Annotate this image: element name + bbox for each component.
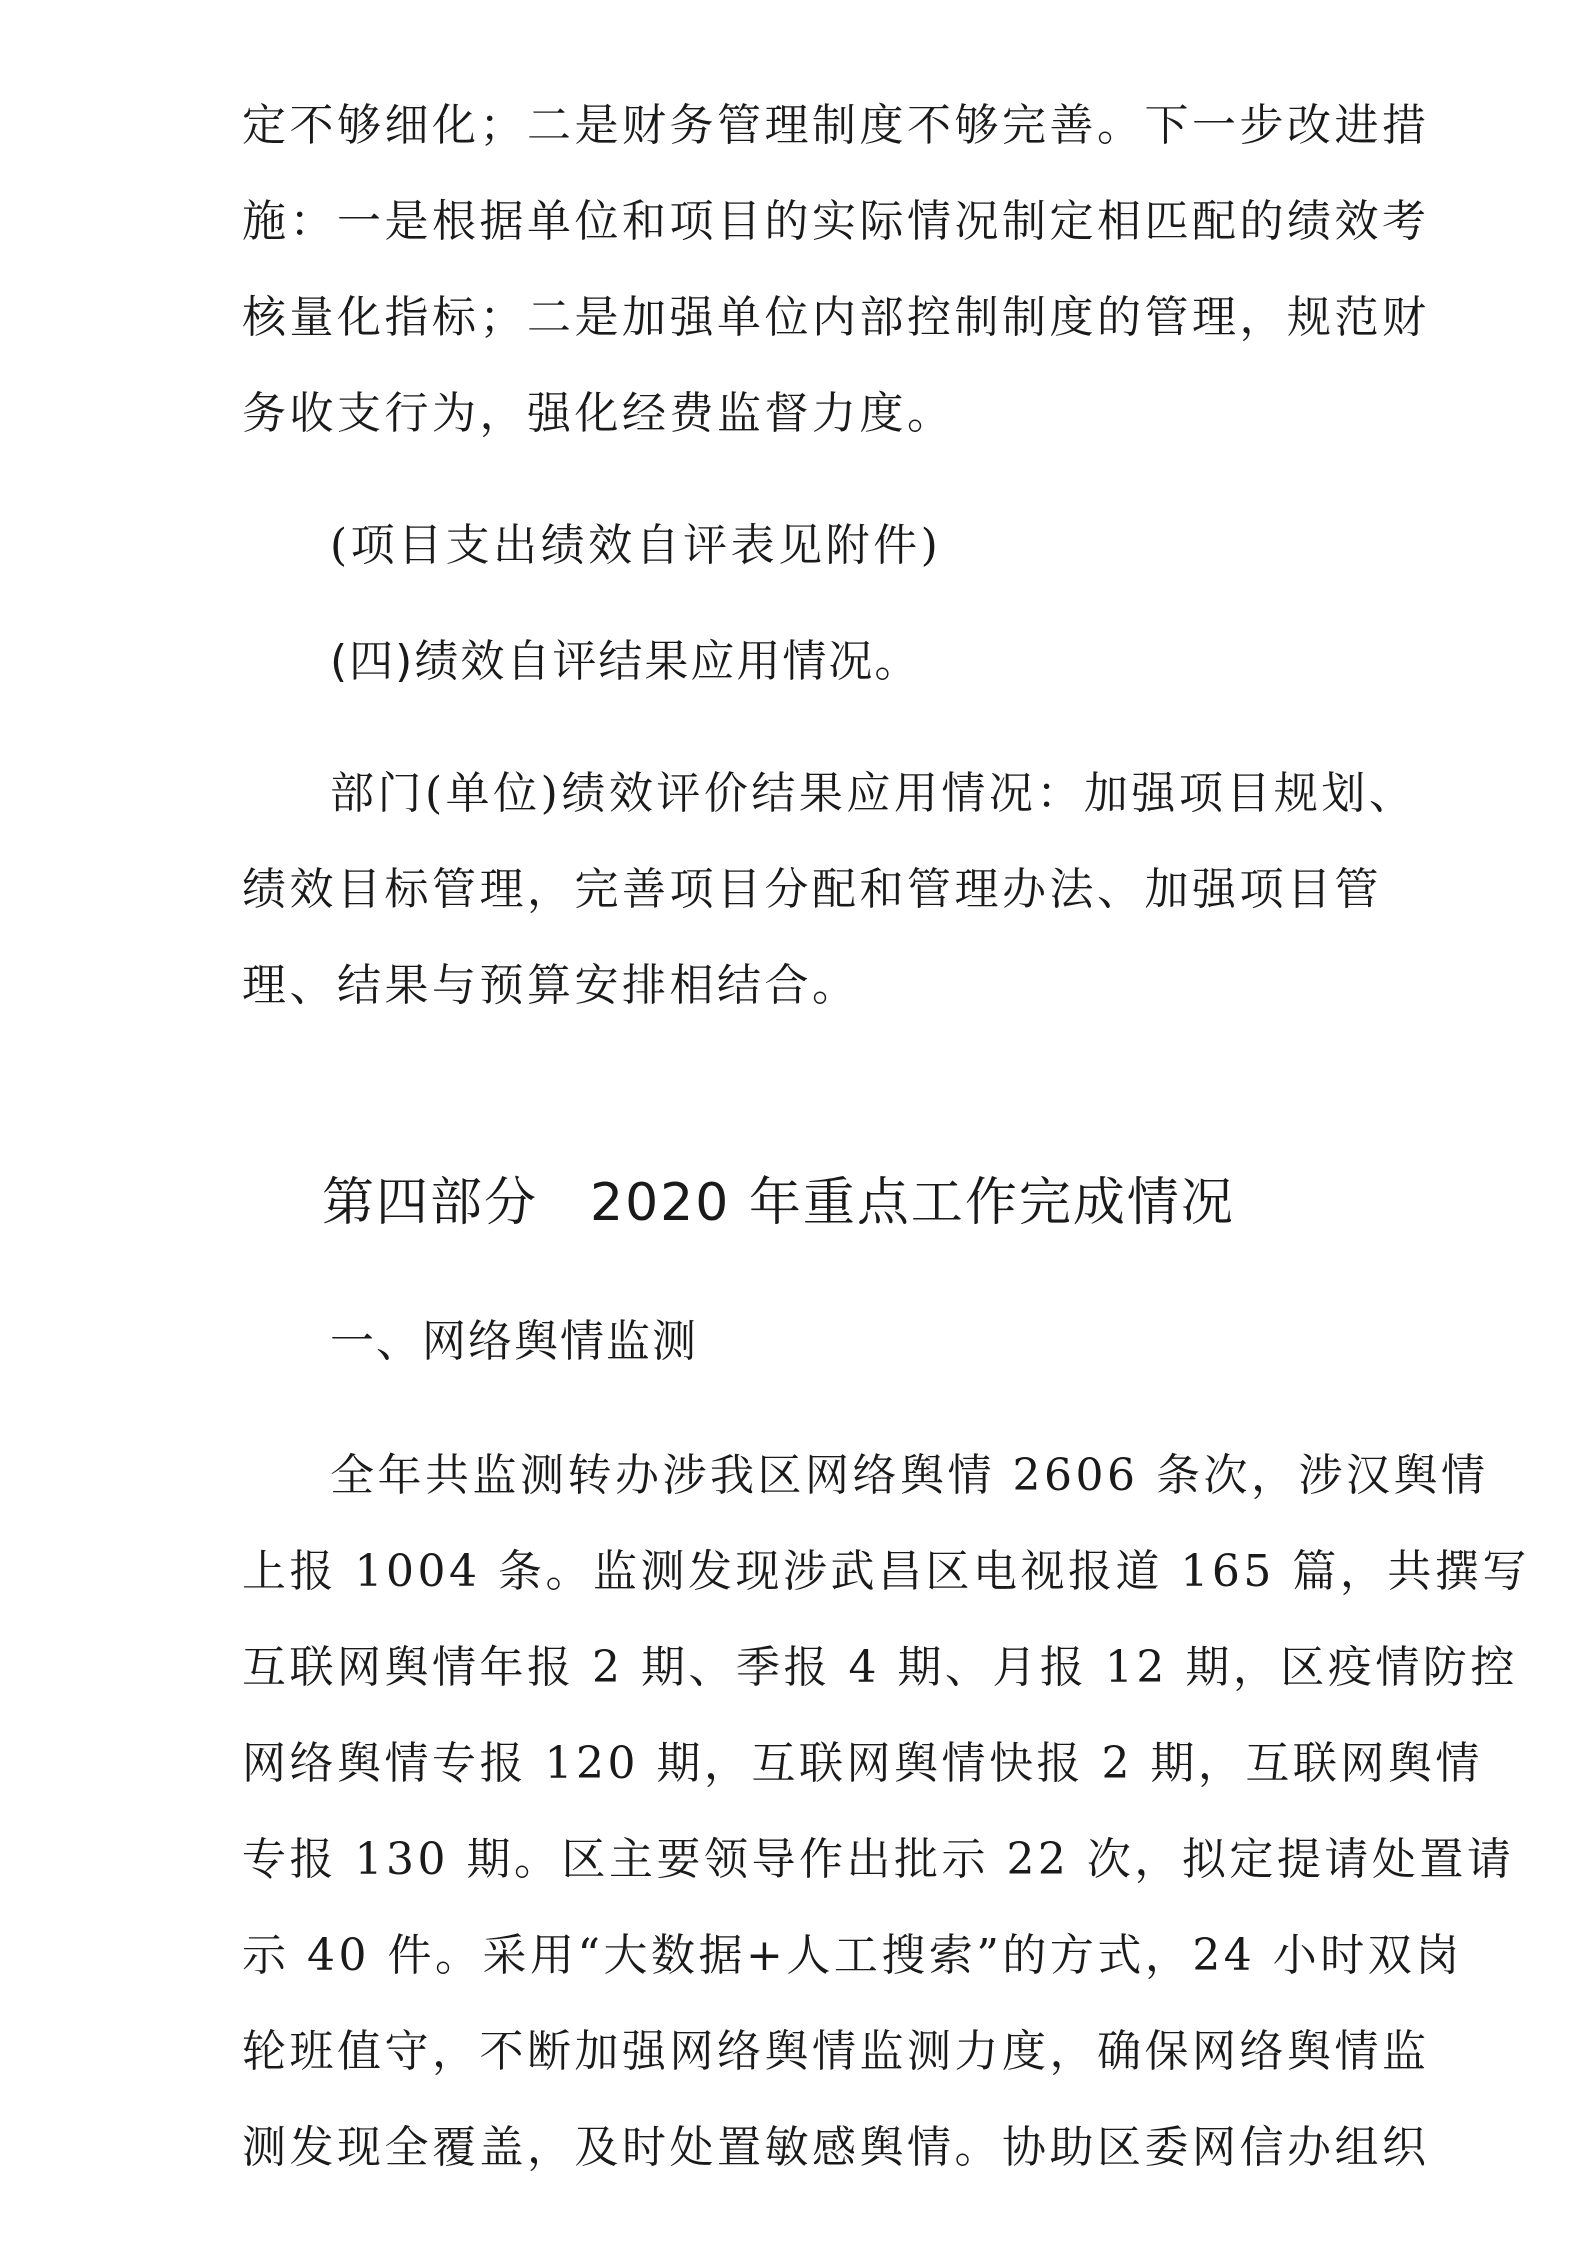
paragraph-line: 定不够细化；二是财务管理制度不够完善。下一步改进措 (242, 100, 1430, 151)
paragraph-line: 理、结果与预算安排相结合。 (242, 960, 860, 1011)
part-four-title (322, 1168, 1235, 1238)
paragraph-line: 全年共监测转办涉我区网络舆情 2606 条次，涉汉舆情 (330, 1450, 1489, 1501)
paragraph-line: 轮班值守，不断加强网络舆情监测力度，确保网络舆情监 (242, 2026, 1430, 2077)
section-one-heading: 一、网络舆情监测 (330, 1316, 698, 1367)
attachment-note: (项目支出绩效自评表见附件) (330, 520, 942, 571)
subheading-four: (四)绩效自评结果应用情况。 (330, 636, 921, 687)
paragraph-line: 专报 130 期。区主要领导作出批示 22 次，拟定提请处置请 (242, 1834, 1515, 1885)
paragraph-line: 部门(单位)绩效评价结果应用情况：加强项目规划、 (330, 768, 1417, 819)
paragraph-line: 务收支行为，强化经费监督力度。 (242, 388, 955, 439)
paragraph-line: 上报 1004 条。监测发现涉武昌区电视报道 165 篇，共撰写 (242, 1546, 1530, 1597)
part-four-title-prefix: 第四部分 (322, 1173, 539, 1233)
paragraph-line: 绩效目标管理，完善项目分配和管理办法、加强项目管 (242, 864, 1382, 915)
paragraph-line: 互联网舆情年报 2 期、季报 4 期、月报 12 期，区疫情防控 (242, 1642, 1518, 1693)
paragraph-line: 施：一是根据单位和项目的实际情况制定相匹配的绩效考 (242, 196, 1430, 247)
paragraph-line: 示 40 件。采用“大数据+人工搜索”的方式，24 小时双岗 (242, 1930, 1463, 1981)
paragraph-line: 测发现全覆盖，及时处置敏感舆情。协助区委网信办组织 (242, 2122, 1430, 2173)
paragraph-line: 网络舆情专报 120 期，互联网舆情快报 2 期，互联网舆情 (242, 1738, 1483, 1789)
part-four-title-main: 2020 年重点工作完成情况 (590, 1173, 1235, 1233)
paragraph-line: 核量化指标；二是加强单位内部控制制度的管理，规范财 (242, 292, 1430, 343)
